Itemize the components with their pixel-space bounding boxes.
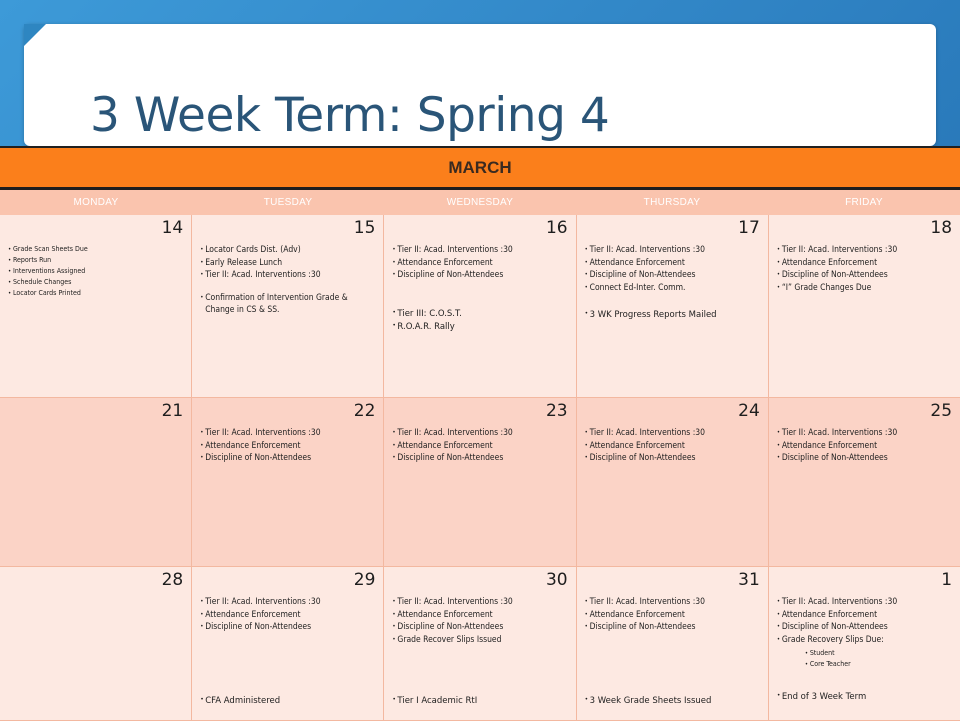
event-item: • R.O.A.R. Rally <box>392 322 454 332</box>
day-number: 28 <box>161 570 184 590</box>
event-item: • CFA Administered <box>200 696 280 706</box>
event-list <box>777 427 952 465</box>
event-item: • Attendance Enforcement <box>200 440 375 453</box>
event-list <box>8 244 183 299</box>
page-title: 3 Week Term: Spring 4 <box>90 88 610 143</box>
day-number: 29 <box>353 570 376 590</box>
event-item: • Tier II: Acad. Interventions :30 <box>777 244 952 257</box>
event-item: • Locator Cards Dist. (Adv) <box>200 244 375 257</box>
day-cell <box>192 215 384 397</box>
event-item: • Tier II: Acad. Interventions :30 <box>200 427 375 440</box>
event-list <box>392 427 567 465</box>
day-cell <box>192 398 384 566</box>
day-number: 14 <box>161 218 184 238</box>
event-item: • Tier II: Acad. Interventions :30 <box>777 596 952 609</box>
event-item: • Discipline of Non-Attendees <box>777 452 952 465</box>
event-item: • Tier II: Acad. Interventions :30 <box>585 244 760 257</box>
event-item: • Discipline of Non-Attendees <box>392 269 567 282</box>
event-item: • “I” Grade Changes Due <box>777 282 952 295</box>
event-subitem: • Student <box>805 648 952 659</box>
event-item: • Schedule Changes <box>8 277 183 288</box>
event-item: • Attendance Enforcement <box>777 257 952 270</box>
day-cell <box>769 215 960 397</box>
event-item: • Attendance Enforcement <box>585 609 760 622</box>
event-item: • Tier II: Acad. Interventions :30 <box>392 427 567 440</box>
event-item: • Attendance Enforcement <box>392 609 567 622</box>
event-item: • Early Release Lunch <box>200 257 375 270</box>
day-cell <box>769 398 960 566</box>
event-item: • Tier II: Acad. Interventions :30 <box>392 596 567 609</box>
event-item: • Tier II: Acad. Interventions :30 <box>392 244 567 257</box>
event-item: • 3 Week Grade Sheets Issued <box>585 696 712 706</box>
event-item: • End of 3 Week Term <box>777 692 866 702</box>
month-header: MARCH <box>0 146 960 190</box>
event-item: • Attendance Enforcement <box>392 440 567 453</box>
day-number: 1 <box>941 570 953 590</box>
weekday-header-row <box>0 190 960 215</box>
weekday-friday: FRIDAY <box>845 197 883 208</box>
event-item: • Tier III: C.O.S.T. <box>392 309 461 319</box>
event-item: • Locator Cards Printed <box>8 288 183 299</box>
day-number: 21 <box>161 401 184 421</box>
event-item: • Tier II: Acad. Interventions :30 <box>585 427 760 440</box>
day-number: 17 <box>738 218 760 238</box>
day-number: 18 <box>930 218 953 238</box>
day-number: 31 <box>738 570 760 590</box>
day-cell <box>577 398 769 566</box>
event-item: • Grade Scan Sheets Due <box>8 244 183 255</box>
event-list <box>200 244 375 317</box>
weekday-wednesday: WEDNESDAY <box>446 197 514 208</box>
event-item: • Discipline of Non-Attendees <box>585 452 760 465</box>
day-number: 22 <box>353 401 376 421</box>
day-number: 23 <box>545 401 568 421</box>
weekday-tuesday: TUESDAY <box>263 197 313 208</box>
event-item: • Discipline of Non-Attendees <box>585 269 760 282</box>
event-item: • Tier II: Acad. Interventions :30 <box>585 596 760 609</box>
event-item: • Grade Recovery Slips Due: <box>777 634 952 647</box>
day-cell <box>0 567 192 720</box>
week-row <box>0 398 960 567</box>
day-cell <box>577 567 769 720</box>
event-item: • Tier I Academic RtI <box>392 696 477 706</box>
event-item: • Discipline of Non-Attendees <box>392 621 567 634</box>
day-cell <box>192 567 384 720</box>
event-list <box>585 596 760 634</box>
calendar-grid <box>0 215 960 720</box>
event-list <box>200 596 375 634</box>
day-cell <box>384 215 576 397</box>
event-list <box>585 244 760 294</box>
event-list <box>585 427 760 465</box>
day-number: 25 <box>930 401 953 421</box>
calendar-table <box>0 146 960 720</box>
event-sublist <box>805 648 952 670</box>
event-item: • Attendance Enforcement <box>585 440 760 453</box>
event-item: • Tier II: Acad. Interventions :30 <box>777 427 952 440</box>
day-cell <box>769 567 960 720</box>
event-subitem: • Core Teacher <box>805 659 952 670</box>
event-list <box>777 244 952 294</box>
weekday-thursday: THURSDAY <box>643 197 701 208</box>
day-cell <box>384 567 576 720</box>
event-list <box>200 427 375 465</box>
day-number: 15 <box>353 218 376 238</box>
event-item: • Discipline of Non-Attendees <box>585 621 760 634</box>
event-item: • Reports Run <box>8 255 183 266</box>
event-item: • Tier II: Acad. Interventions :30 <box>200 596 375 609</box>
event-item: • Attendance Enforcement <box>200 609 375 622</box>
event-item: • Discipline of Non-Attendees <box>777 621 952 634</box>
day-cell <box>0 215 192 397</box>
week-row <box>0 215 960 398</box>
event-item: • Attendance Enforcement <box>777 440 952 453</box>
event-item: • Attendance Enforcement <box>585 257 760 270</box>
title-panel-corner <box>24 24 46 46</box>
event-list <box>777 596 952 646</box>
day-cell <box>577 215 769 397</box>
event-list <box>392 244 567 282</box>
event-item: • Connect Ed-Inter. Comm. <box>585 282 760 295</box>
event-item: • Discipline of Non-Attendees <box>200 452 375 465</box>
event-item: • Attendance Enforcement <box>777 609 952 622</box>
event-item: • Discipline of Non-Attendees <box>777 269 952 282</box>
week-row <box>0 567 960 721</box>
event-item: • Confirmation of Intervention Grade & Change in CS & SS. <box>200 292 375 317</box>
event-item: • Discipline of Non-Attendees <box>392 452 567 465</box>
event-item: • Attendance Enforcement <box>392 257 567 270</box>
day-cell <box>384 398 576 566</box>
event-item: • Grade Recover Slips Issued <box>392 634 567 647</box>
event-list <box>392 596 567 646</box>
weekday-monday: MONDAY <box>73 197 119 208</box>
event-item: • Discipline of Non-Attendees <box>200 621 375 634</box>
day-number: 30 <box>545 570 568 590</box>
day-cell <box>0 398 192 566</box>
event-item: • Tier II: Acad. Interventions :30 <box>200 269 375 282</box>
day-number: 24 <box>738 401 760 421</box>
event-item: • 3 WK Progress Reports Mailed <box>585 310 717 320</box>
event-item: • Interventions Assigned <box>8 266 183 277</box>
day-number: 16 <box>545 218 568 238</box>
